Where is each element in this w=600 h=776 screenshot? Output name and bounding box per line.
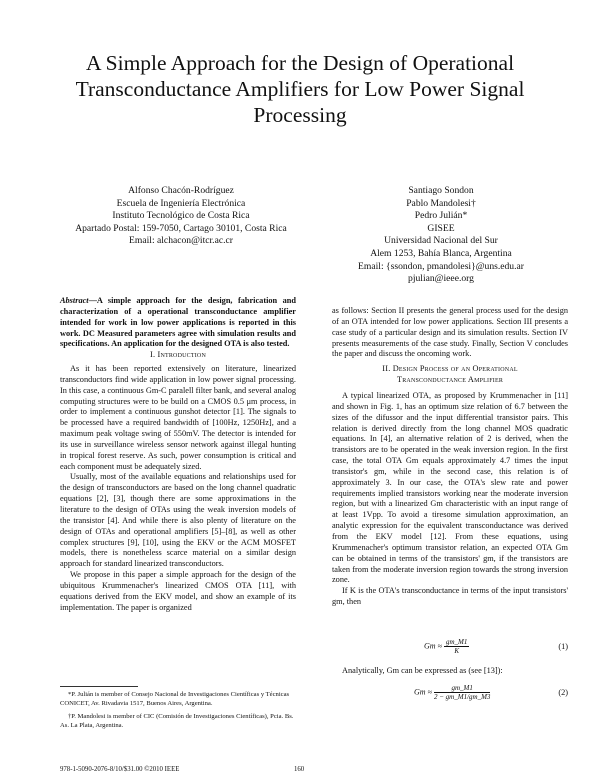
section-heading-introduction: I. Introduction	[149, 350, 206, 359]
author-affiliation: Universidad Nacional del Sur	[384, 235, 498, 247]
paragraph: As it has been reported extensively on literature, linearized transconductors find wide application in low power signal processing. In this case, a continuous Gm-C paralell filter bank, and several analog computing structures were to be build on a CMOS 0.5 μm process, in order to implement a continuous gunshot detector [1]. The signals to be processed have a required bandwidth of [100Hz, 1250Hz], and a maximum peak voltage swing of 550mV. The detector is intended for its use in surveillance wireless sensor network against illegal hunting in tropical forest reserve. As such, power consumption is critical and each component must be adequately sized.	[60, 364, 296, 471]
equation-2	[332, 684, 568, 704]
author-affiliation: GISEE	[427, 222, 455, 234]
equation-1	[332, 638, 568, 658]
author-email: Email: alchacon@itcr.ac.cr	[129, 235, 233, 247]
author-address: Alem 1253, Bahía Blanca, Argentina	[370, 247, 512, 259]
footnote: †P. Mandolesi is member of CIC (Comisión de Investigaciones Científicas), Pcia. Bs. As. La Plata, Argentina.	[60, 713, 294, 729]
design-process-body	[332, 391, 568, 608]
equation-formula: Gm ≈ $\frac{gm\_M1}{K}$	[424, 638, 468, 655]
author-block-right	[302, 185, 580, 286]
abstract	[60, 296, 296, 350]
footnote: *P. Julián is member of Consejo Nacional de Investigaciones Científicas y Técnicas CONICET, Av. Rivadavia 1517, Buenos Aires, Argentina.	[60, 691, 290, 707]
equation-number: (1)	[558, 642, 568, 651]
author-block-left	[60, 185, 302, 248]
paragraph: A typical linearized OTA, as proposed by Krummenacher in [11] and shown in Fig. 1, has an optimum size relation of 6.7 between the sizes of the difussor and the input differential transistor pairs. This relation is derived directly from the long channel MOS quadratic equations. In [4], an alternative relation of 2 is derived, when the transistors are to be operated in the weak inversion region. In the first case, the total OTA Gm equals approximately 4.7 times the input transistor's gm, while in the second case, this relation is of approximately 3. In our case, the OTA's slew rate and power requirements implied transistors working near the moderate inversion region, but with a linearized Gm characteristic with an input range of at least 1Vpp. To avoid a tiresome simulation approximation, an analytic expression for the equivalent transconductance was derived from the EKV model [12]. From these equations, using Krummenacher's optimum transistor relation, an expected OTA Gm can be obtained in terms of the transistors' gm, if the transistors are taken from the moderate inversion region towards the strong inversion zone.	[332, 391, 568, 585]
paragraph: Usually, most of the available equations and relationships used for the design of transconductors are based on the long channel quadratic equations [2], [3], though there are some approximations in the literature to the design of OTAs using the weak inversion models of the transistor [4]. And while there is also plenty of literature on the design of OTAs and operational amplifiers [5]–[8], as well as other complex structures [9], [10], using the EKV or the ACM MOSFET models, there is nonetheless scarce material on a similar design approach for standard linearized transconductors.	[60, 472, 296, 569]
author-name: Pablo Mandolesi†	[406, 197, 476, 209]
author-name: Alfonso Chacón-Rodríguez	[128, 185, 234, 196]
equation-formula: Gm ≈ $\frac{gm\_M1}{2 - gm\_M1/gm\_M3}$	[414, 684, 491, 701]
author-affiliation: Instituto Tecnológico de Costa Rica	[112, 210, 250, 222]
author-name: Santiago Sondon	[408, 185, 474, 196]
organization-paragraph: as follows: Section II presents the general process used for the design of an OTA intended for low power applications. Section III presents a case study of a particular design and its simulation results. Section IV presents measurements of the case study. Finally, Section V concludes the paper and discuss the oncoming work.	[332, 306, 568, 359]
footnote-rule	[60, 686, 138, 687]
abstract-label: Abstract	[60, 296, 89, 305]
paper-title: A Simple Approach for the Design of Operational Transconductance Amplifiers for Low Power Signal Processing	[75, 51, 525, 127]
author-email: Email: {ssondon, pmandolesi}@uns.edu.ar	[358, 260, 524, 272]
analytic-expression-text: Analytically, Gm can be expressed as (see [13]):	[342, 666, 503, 675]
footnotes	[60, 690, 296, 730]
author-name: Pedro Julián*	[414, 210, 468, 222]
paragraph: We propose in this paper a simple approach for the design of the ubiquitous Krummenacher's linearized CMOS OTA [11], with equations derived from the EKV model, and show an example of its implementation. The paper is organized	[60, 570, 296, 612]
author-address: Apartado Postal: 159-7050, Cartago 30101, Costa Rica	[75, 222, 287, 234]
abstract-text: —A simple approach for the design, fabrication and characterization of a operational transconductance amplifier intended for work in low power applications is reported in this work. DC Measured parameters agree with simulation results and specifications. An application for the designed OTA is also tested.	[60, 296, 296, 349]
page-number: 160	[294, 766, 305, 773]
paragraph: If K is the OTA's transconductance in terms of the input transistors' gm, then	[332, 586, 568, 607]
section-heading-design-process: II. Design Process of an Operational Transconductance Amplifier	[382, 364, 518, 384]
equation-number: (2)	[558, 688, 568, 697]
author-email: pjulian@ieee.org	[408, 273, 474, 285]
footer-isbn: 978-1-5090-2076-8/10/$31.00 ©2010 IEEE	[60, 766, 180, 773]
introduction-body	[60, 364, 296, 613]
author-affiliation: Escuela de Ingeniería Electrónica	[116, 197, 246, 209]
